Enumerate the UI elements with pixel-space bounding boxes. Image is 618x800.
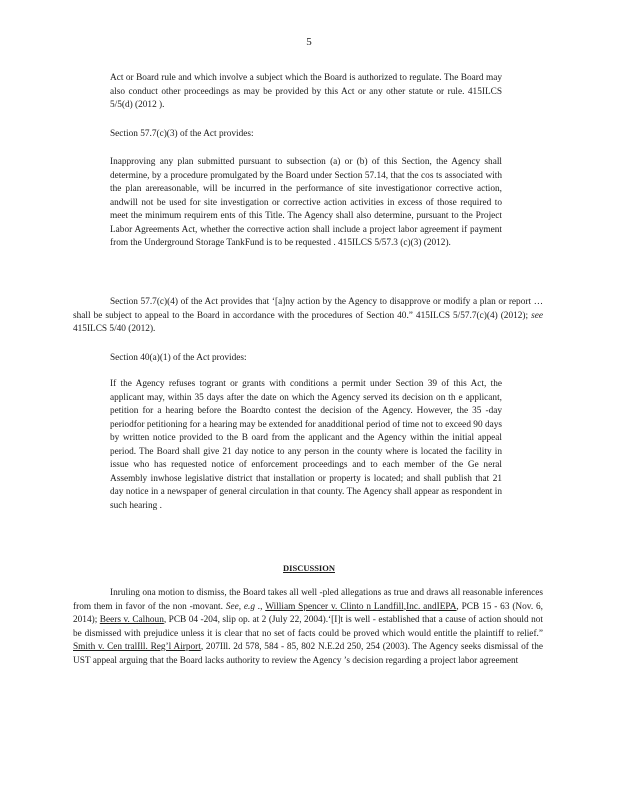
paragraph-discussion: [73, 587, 543, 668]
case-citation-smith: Smith v. Cen tralIll. Reg’l Airport: [73, 642, 201, 652]
block-quote-section-40-a-1: If the Agency refuses togrant or grants with conditions a permit under Section 39 of this Act, the applicant may, within 35 days after the date on which the Agency served its decision on th e applicant, petition for a hearing before the Boardto contest the decision of the Agency. However, the 35 -day periodfor petitioning for a hearing may be extended for anadditional period of time not to exceed 90 days by written notice provided to the B oard from the applicant and the Agency within the initial appeal period. The Board shall give 21 day notice to any person in the county where is located the facility in issue who has requested notice of enforcement proceedings and to each member of the Ge neral Assembly inwhose legislative district that installation or property is located; and shall publish that 21 day notice in a newspaper of general circulation in that county. The Agency shall appear as respondent in such hearing .: [110, 379, 502, 511]
see-eg-signal: See, e.g .,: [225, 601, 263, 612]
page-number: 5: [306, 36, 312, 48]
discussion-text-c: , PCB 04 -204, slip op. at 2 (July 22, 2004).‘[I]t is well - established that a cause of action should not be dismissed with prejudice unless it is clear that no set of facts could be proved which would entitle the plaintiff to relief.”: [73, 615, 543, 639]
discussion-text-d: , 207Ill. 2d 578, 584 - 85, 802 N.E.2d 250, 254 (2003). The Agency seeks dismissal of the UST appeal arguing that the Board lacks authority to review the Agency ’s decision regarding a project labor agreement: [73, 642, 543, 666]
paragraph-section-40-a-1-intro: Section 40(a)(1) of the Act provides:: [110, 353, 247, 363]
case-citation-spencer: William Spencer v. Clinto n Landfill,Inc. andIEPA: [265, 601, 457, 612]
section-57-7-c-4-cite: 415ILCS 5/40 (2012).: [73, 324, 156, 334]
block-quote-section-57-7-c-3: Inapproving any plan submitted pursuant to subsection (a) or (b) of this Section, the Agency shall determine, by a procedure promulgated by the Board under Section 57.14, that the cos ts associated with the plan arereasonable, will be incurred in the performance of site investigationor corrective action, andwill not be used for site investigation or corrective action activities in excess of those required to meet the minimum requirem ents of this Title. The Agency shall also determine, pursuant to the Project Labor Agreements Act, whether the corrective action shall include a project labor agreement if payment from the Underground Storage TankFund is to be requested . 415ILCS 5/57.3 (c)(3) (2012).: [110, 157, 502, 248]
discussion-heading: DISCUSSION: [283, 563, 335, 573]
section-57-7-c-4-text: Section 57.7(c)(4) of the Act provides that ‘[a]ny action by the Agency to disapprove or modify a plan or report … shall be subject to appeal to the Board in accordance with the procedures of Section 40.” 415ILCS 5/57.7(c)(4) (2012);: [73, 297, 543, 321]
discussion-text-a: Inruling ona motion to dismiss, the Board takes all well -pled allegations as true and draws all reasonable inferences from them in favor of the non -movant.: [73, 588, 543, 612]
paragraph-section-57-7-c-3-intro: Section 57.7(c)(3) of the Act provides:: [110, 129, 254, 139]
paragraph-continued-statute: Act or Board rule and which involve a subject which the Board is authorized to regulate. The Board may also conduct other proceedings as may be provided by this Act or any other statute or rule. 415ILCS 5/5(d) (2012 ).: [110, 73, 502, 110]
paragraph-section-57-7-c-4: [73, 296, 543, 337]
see-signal: see: [531, 310, 543, 321]
case-citation-beers: Beers v. Calhoun: [99, 615, 164, 625]
discussion-text-b: , PCB 15 - 63 (Nov. 6, 2014);: [73, 601, 544, 625]
